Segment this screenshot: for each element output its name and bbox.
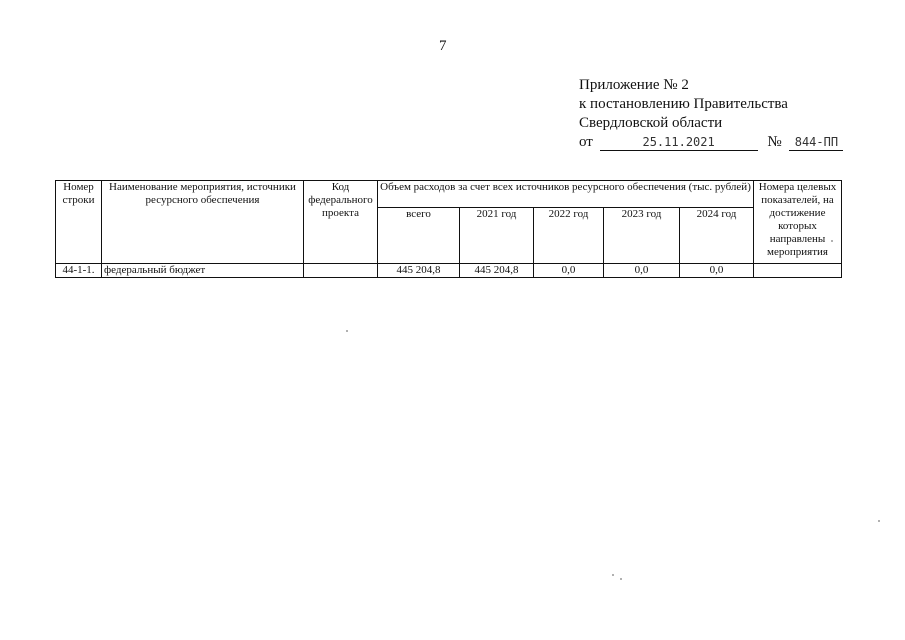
header-event-name: Наименование мероприятия, источники ресурсного обеспечения xyxy=(102,181,304,264)
scan-speck xyxy=(346,330,348,332)
header-targets: Номера целевых показателей, на достижение которых направлены мероприятия xyxy=(754,181,842,264)
cell-2022: 0,0 xyxy=(534,264,604,278)
cell-targets xyxy=(754,264,842,278)
header-2021: 2021 год xyxy=(460,208,534,264)
cell-project-code xyxy=(304,264,378,278)
cell-total: 445 204,8 xyxy=(378,264,460,278)
appendix-region: Свердловской области xyxy=(579,115,723,131)
cell-row-number: 44-1-1. xyxy=(56,264,102,278)
appendix-header xyxy=(579,76,843,152)
resolution-number: 844-ПП xyxy=(789,135,843,151)
number-label: № xyxy=(767,134,782,150)
scan-speck xyxy=(620,578,622,580)
cell-event-name: федеральный бюджет xyxy=(102,264,304,278)
header-project-code: Код федерального проекта xyxy=(304,181,378,264)
date-label: от xyxy=(579,134,593,150)
header-row-number: Номер строки xyxy=(56,181,102,264)
header-total: всего xyxy=(378,208,460,264)
cell-2023: 0,0 xyxy=(604,264,680,278)
scan-speck xyxy=(878,520,880,522)
table-row xyxy=(56,264,842,278)
appendix-reference: к постановлению Правительства xyxy=(579,96,788,112)
header-2024: 2024 год xyxy=(680,208,754,264)
header-expenses: Объем расходов за счет всех источников ресурсного обеспечения (тыс. рублей) xyxy=(378,181,754,208)
resolution-details xyxy=(579,133,843,152)
expenses-table xyxy=(55,180,842,278)
scan-speck xyxy=(612,574,614,576)
page-number: 7 xyxy=(439,38,447,54)
appendix-title: Приложение № 2 xyxy=(579,77,689,93)
cell-2021: 445 204,8 xyxy=(460,264,534,278)
resolution-date: 25.11.2021 xyxy=(600,135,758,151)
header-2022: 2022 год xyxy=(534,208,604,264)
scan-speck xyxy=(831,240,833,242)
header-2023: 2023 год xyxy=(604,208,680,264)
cell-2024: 0,0 xyxy=(680,264,754,278)
